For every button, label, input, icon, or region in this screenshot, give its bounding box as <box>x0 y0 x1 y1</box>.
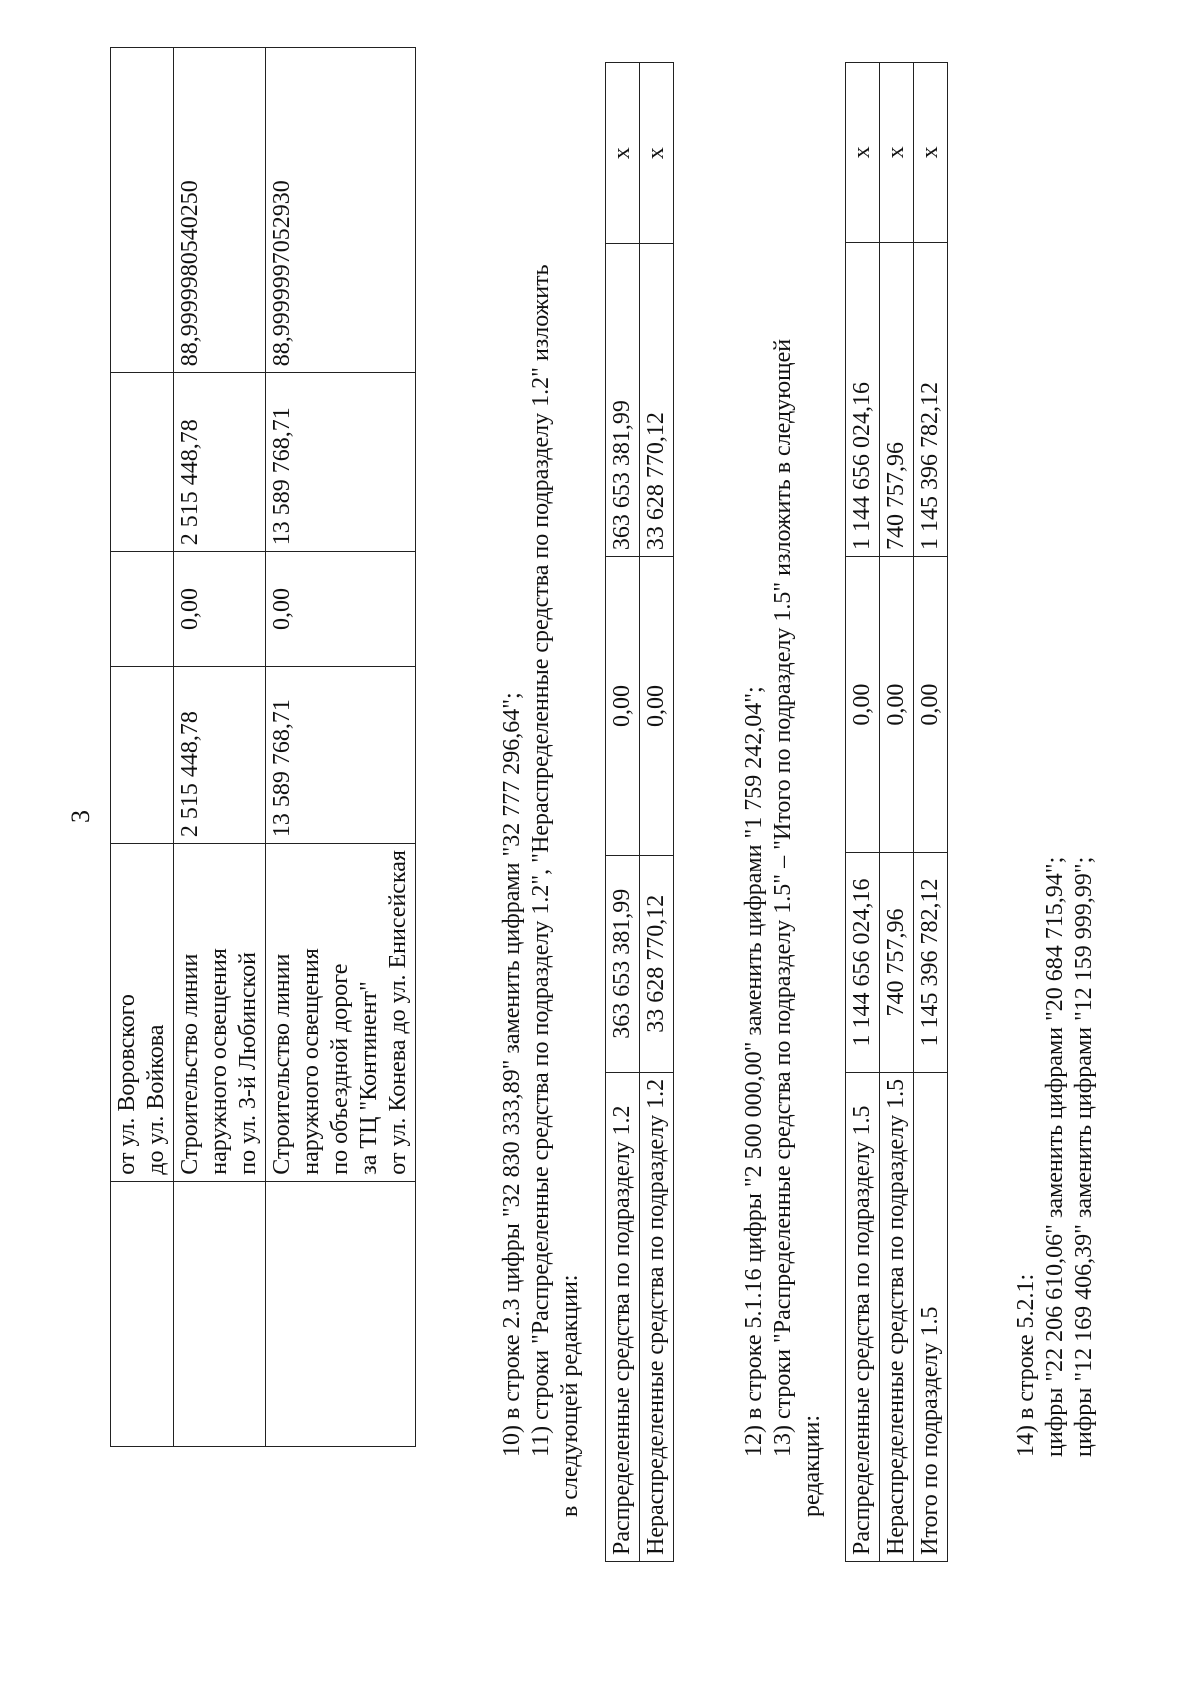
amount-cell: 1 144 656 024,16 <box>846 853 880 1073</box>
amount-cell <box>111 666 174 843</box>
percent-cell <box>111 48 174 373</box>
description-line: по ул. 3-й Любинской <box>235 952 261 1175</box>
amount-cell: 0,00 <box>174 552 266 667</box>
amount-cell: 363 653 381,99 <box>606 855 640 1072</box>
description-line: до ул. Войкова <box>143 1024 169 1175</box>
amount-cell <box>111 552 174 667</box>
table-row <box>266 48 416 1447</box>
mark-cell: x <box>846 63 880 243</box>
amount-cell: 2 515 448,78 <box>174 373 266 552</box>
row-label-cell: Распределенные средства по подразделу 1.5 <box>846 1072 880 1561</box>
percent-cell: 88,9999997052930 <box>266 48 416 373</box>
lighting-works-table <box>110 47 416 1447</box>
amount-cell: 0,00 <box>846 557 880 853</box>
paragraph-14-line-1: 14) в строке 5.2.1: <box>1013 1273 1039 1457</box>
amount-cell: 363 653 381,99 <box>606 244 640 557</box>
amount-cell: 33 628 770,12 <box>640 244 674 557</box>
amount-cell: 1 145 396 782,12 <box>914 242 948 556</box>
paragraph-11-line-2: в следующей редакции: <box>557 1274 583 1517</box>
description-cell <box>174 844 266 1182</box>
mark-cell: x <box>606 63 640 244</box>
amount-cell: 740 757,96 <box>880 853 914 1073</box>
amount-cell: 0,00 <box>640 557 674 856</box>
paragraph-13-line-2: редакции: <box>799 1414 825 1517</box>
amount-cell: 0,00 <box>606 557 640 856</box>
description-line: Строительство линии <box>177 953 203 1175</box>
paragraph-11-line-1: 11) строки "Распределенные средства по подразделу 1.2", "Нераспределенные средства по подразделу 1.2" изложить <box>528 264 554 1457</box>
row-label-cell: Распределенные средства по подразделу 1.2 <box>606 1072 640 1561</box>
row-index-cell <box>111 1181 174 1446</box>
row-index-cell <box>174 1181 266 1446</box>
table-row <box>174 48 266 1447</box>
paragraph-12: 12) в строке 5.1.16 цифры "2 500 000,00" заменить цифрами "1 759 242,04"; <box>741 686 767 1457</box>
table-row <box>111 48 174 1447</box>
percent-cell: 88,9999980540250 <box>174 48 266 373</box>
description-line: от ул. Конева до ул. Енисейская <box>385 850 411 1175</box>
amount-cell: 1 145 396 782,12 <box>914 853 948 1073</box>
subsection-1-2-table <box>605 62 674 1562</box>
row-label-cell: Итого по подразделу 1.5 <box>914 1072 948 1561</box>
amount-cell: 33 628 770,12 <box>640 855 674 1072</box>
description-line: наружного освещения <box>298 948 324 1175</box>
amount-cell <box>111 373 174 552</box>
paragraph-14-line-3: цифры "12 169 406,39" заменить цифрами "12 159 999,99"; <box>1071 856 1097 1457</box>
row-label-cell: Нераспределенные средства по подразделу 1.5 <box>880 1072 914 1561</box>
description-line: по объездной дороге <box>327 963 353 1175</box>
subsection-1-5-table <box>845 62 948 1562</box>
table-row <box>846 63 880 1562</box>
table-row <box>640 63 674 1562</box>
mark-cell: x <box>880 63 914 243</box>
amount-cell: 2 515 448,78 <box>174 666 266 843</box>
description-line: за ТЦ "Континент" <box>356 981 382 1175</box>
row-index-cell <box>266 1181 416 1446</box>
description-cell <box>266 844 416 1182</box>
page-number: 3 <box>66 810 95 823</box>
paragraph-14-line-2: цифры "22 206 610,06" заменить цифрами "20 684 715,94"; <box>1042 856 1068 1457</box>
amount-cell: 13 589 768,71 <box>266 373 416 552</box>
amount-cell: 0,00 <box>914 557 948 853</box>
paragraph-13-line-1: 13) строки "Распределенные средства по подразделу 1.5" – "Итого по подразделу 1.5" изложить в следующей <box>770 338 796 1457</box>
paragraph-10: 10) в строке 2.3 цифры "32 830 333,89" заменить цифрами "32 777 296,64"; <box>499 692 525 1457</box>
amount-cell: 740 757,96 <box>880 242 914 556</box>
amount-cell: 0,00 <box>266 552 416 667</box>
amount-cell: 1 144 656 024,16 <box>846 242 880 556</box>
amount-cell: 0,00 <box>880 557 914 853</box>
description-cell <box>111 844 174 1182</box>
table-row <box>880 63 914 1562</box>
row-label-cell: Нераспределенные средства по подразделу 1.2 <box>640 1072 674 1561</box>
table-row <box>606 63 640 1562</box>
description-line: Строительство линии <box>269 953 295 1175</box>
description-line: от ул. Воровского <box>114 994 140 1175</box>
mark-cell: x <box>640 63 674 244</box>
amount-cell: 13 589 768,71 <box>266 666 416 843</box>
table-row <box>914 63 948 1562</box>
mark-cell: x <box>914 63 948 243</box>
description-line: наружного освещения <box>206 948 232 1175</box>
